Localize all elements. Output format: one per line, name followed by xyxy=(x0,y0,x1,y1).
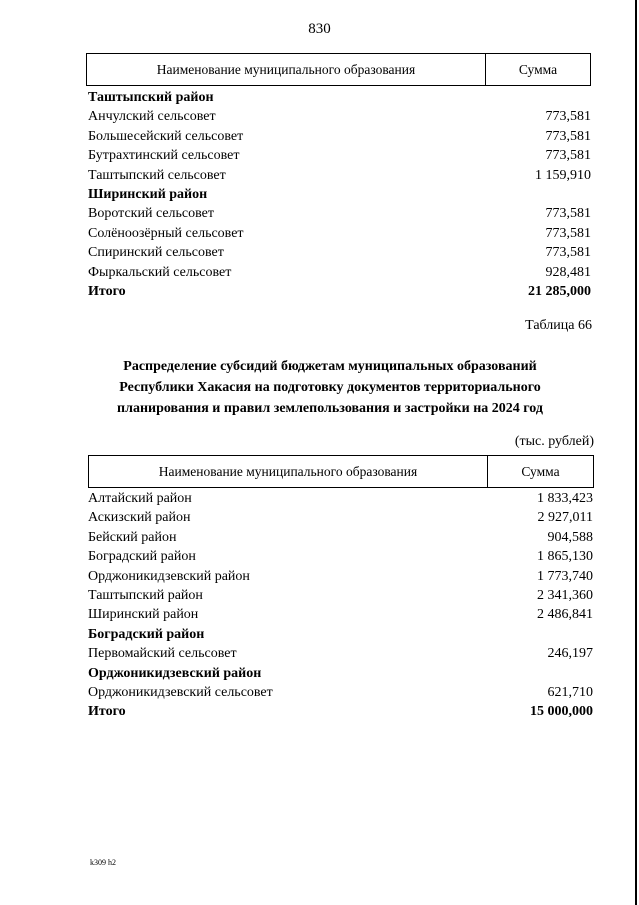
table-row xyxy=(88,204,591,223)
row-value: 928,481 xyxy=(545,264,591,280)
row-name: Орджоникидзевский сельсовет xyxy=(88,684,273,700)
row-value: 904,588 xyxy=(547,529,593,545)
row-value: 773,581 xyxy=(545,206,591,222)
row-value: 773,581 xyxy=(545,225,591,241)
table-row xyxy=(88,547,593,566)
units-label: (тыс. рублей) xyxy=(514,434,594,449)
row-value: 1 773,740 xyxy=(537,568,593,584)
row-name: Солёноозёрный сельсовет xyxy=(88,225,244,241)
row-name: Таштыпский сельсовет xyxy=(88,167,226,183)
row-name: Фыркальский сельсовет xyxy=(88,264,232,280)
table-row xyxy=(88,528,593,547)
table-row xyxy=(88,489,593,508)
row-name: Боградский район xyxy=(88,549,196,565)
row-name: Орджоникидзевский район xyxy=(88,665,262,681)
table-label: Таблица 66 xyxy=(525,318,592,333)
title-line: Республики Хакасия на подготовку документов территориального xyxy=(119,380,541,395)
table-row xyxy=(88,625,593,644)
row-name: Боградский район xyxy=(88,626,205,642)
table2-header xyxy=(88,455,594,488)
table-row xyxy=(88,664,593,683)
table1-col-sum: Сумма xyxy=(518,61,558,77)
row-name: Анчулский сельсовет xyxy=(88,109,216,125)
table-row xyxy=(88,127,591,146)
table-row xyxy=(88,683,593,702)
table2-col-sum: Сумма xyxy=(521,463,560,479)
title-line: Распределение субсидий бюджетам муниципальных образований xyxy=(123,359,537,374)
table-row xyxy=(88,166,591,185)
row-value: 15 000,000 xyxy=(530,704,593,720)
table-row xyxy=(88,586,593,605)
row-value: 1 159,910 xyxy=(535,167,591,183)
row-name: Ширинский район xyxy=(88,186,208,202)
table-row xyxy=(88,508,593,527)
table-row xyxy=(88,282,591,301)
table-row xyxy=(88,605,593,624)
row-name: Алтайский район xyxy=(88,491,192,506)
table-row xyxy=(88,702,593,721)
row-name: Итого xyxy=(88,704,126,720)
table-row xyxy=(88,224,591,243)
scan-edge xyxy=(635,0,637,905)
row-value: 2 341,360 xyxy=(537,587,593,603)
table2-col-name: Наименование муниципального образования xyxy=(89,456,488,487)
page-number: 830 xyxy=(308,21,331,37)
row-name: Большесейский сельсовет xyxy=(88,128,244,144)
row-value: 773,581 xyxy=(545,245,591,261)
table1-header xyxy=(86,53,591,86)
row-name: Первомайский сельсовет xyxy=(88,646,237,662)
row-name: Аскизский район xyxy=(88,510,191,526)
row-name: Спиринский сельсовет xyxy=(88,245,224,261)
table-row xyxy=(88,263,591,282)
row-value: 773,581 xyxy=(545,128,591,144)
footer-code: k309 h2 xyxy=(90,858,116,867)
row-value: 773,581 xyxy=(545,109,591,125)
row-value: 2 486,841 xyxy=(537,607,593,623)
row-value: 621,710 xyxy=(547,684,593,700)
row-value: 773,581 xyxy=(545,148,591,164)
row-name: Бутрахтинский сельсовет xyxy=(88,148,240,164)
table-row xyxy=(88,185,591,204)
row-name: Воротский сельсовет xyxy=(88,206,214,222)
title-line: планирования и правил землепользования и застройки на 2024 год xyxy=(117,401,543,416)
table-row xyxy=(88,243,591,262)
table-title xyxy=(70,356,590,419)
table-row xyxy=(88,644,593,663)
table-row xyxy=(88,107,591,126)
table2-body xyxy=(88,489,593,722)
row-name: Таштыпский район xyxy=(88,90,214,105)
table-row xyxy=(88,146,591,165)
row-name: Итого xyxy=(88,283,126,299)
table-row xyxy=(88,88,591,107)
table-row xyxy=(88,567,593,586)
row-value: 1 833,423 xyxy=(537,491,593,506)
row-name: Бейский район xyxy=(88,529,177,545)
row-name: Таштыпский район xyxy=(88,587,203,603)
row-value: 2 927,011 xyxy=(537,510,593,526)
row-name: Ширинский район xyxy=(88,607,199,623)
row-value: 1 865,130 xyxy=(537,549,593,565)
table1-col-name: Наименование муниципального образования xyxy=(87,54,486,85)
row-value: 21 285,000 xyxy=(528,283,591,299)
row-value: 246,197 xyxy=(547,646,593,662)
table1-body xyxy=(88,88,591,301)
row-name: Орджоникидзевский район xyxy=(88,568,250,584)
